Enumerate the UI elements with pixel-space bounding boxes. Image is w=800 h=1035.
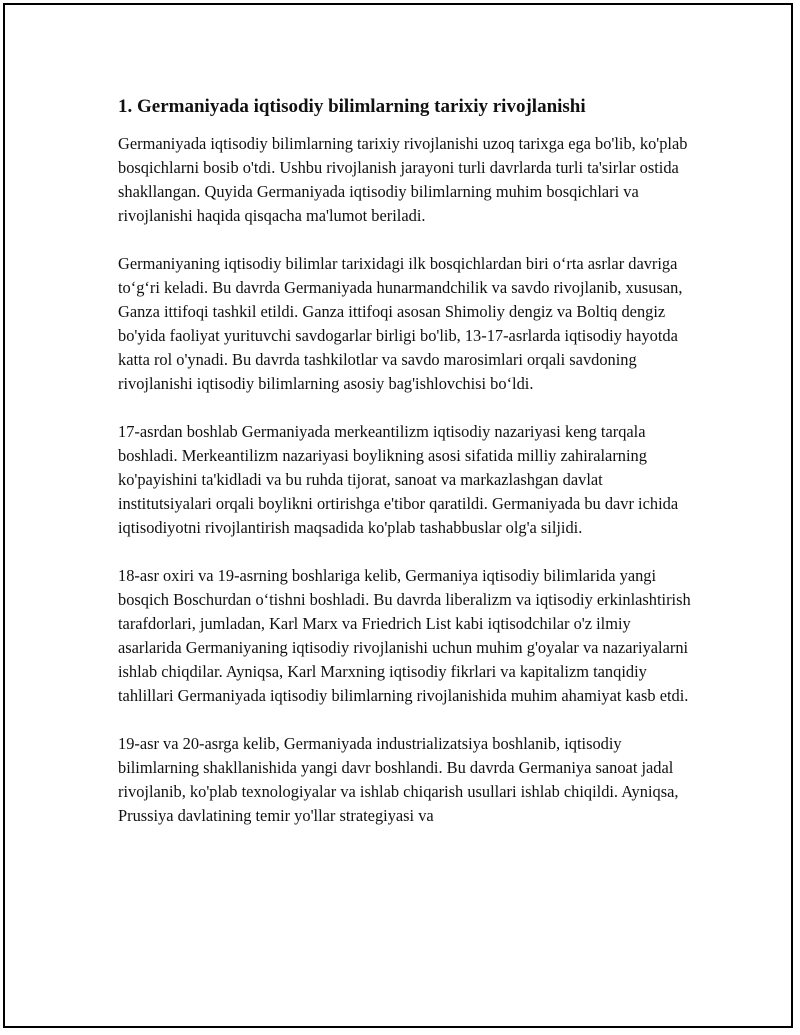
paragraph-mercantilism: 17-asrdan boshlab Germaniyada merkeantilizm iqtisodiy nazariyasi keng tarqala boshladi. Merkeantilizm nazariyasi boylikning asosi sifatida milliy zahiralarning ko'payishini ta'kidladi va bu ruhda tijorat, sanoat va markazlashgan davlat institutsiyalari orqali boylikni ortirishga e'tibor qaratildi. Germaniyada bu davr ichida iqtisodiyotni rivojlantirish maqsadida ko'plab tashabbuslar olg'a siljidi. [118,422,679,537]
paragraph-industrialization: 19-asr va 20-asrga kelib, Germaniyada industrializatsiya boshlanib, iqtisodiy bilimlarning shakllanishida yangi davr boshlandi. Bu davrda Germaniya sanoat jadal rivojlanib, ko'plab texnologiyalar va ishlab chiqarish usullari ishlab chiqildi. Ayniqsa, Prussiya davlatining temir yo'llar strategiyasi va [118,734,679,825]
paragraph-intro: Germaniyada iqtisodiy bilimlarning tarixiy rivojlanishi uzoq tarixga ega bo'lib, ko'plab bosqichlarni bosib o'tdi. Ushbu rivojlanish jarayoni turli davrlarda turli ta'sirlar ostida shakllangan. Quyida Germaniyada iqtisodiy bilimlarning muhim bosqichlari va rivojlanishi haqida qisqacha ma'lumot beriladi. [118,134,688,225]
paragraph-middle-ages: Germaniyaning iqtisodiy bilimlar tarixidagi ilk bosqichlardan biri o‘rta asrlar davriga to‘g‘ri keladi. Bu davrda Germaniyada hunarmandchilik va savdo rivojlanib, xususan, Ganza ittifoqi tashkil etildi. Ganza ittifoqi asosan Shimoliy dengiz va Boltiq dengiz bo'yida faoliyat yurituvchi savdogarlar birligi bo'lib, 13-17-asrlarda iqtisodiy hayotda katta rol o'ynadi. Bu davrda tashkilotlar va savdo marosimlari orqali savdoning rivojlanishi iqtisodiy bilimlarning asosiy bag'ishlovchisi bo‘ldi. [118,254,683,393]
document-body [118,94,698,852]
paragraph-liberalism: 18-asr oxiri va 19-asrning boshlariga kelib, Germaniya iqtisodiy bilimlarida yangi bosqich Boschurdan o‘tishni boshladi. Bu davrda liberalizm va iqtisodiy erkinlashtirish tarafdorlari, jumladan, Karl Marx va Friedrich List kabi iqtisodchilar o'z ilmiy asarlarida Germaniyaning iqtisodiy rivojlanishi uchun muhim g'oyalar va nazariyalarni ishlab chiqdilar. Ayniqsa, Karl Marxning iqtisodiy fikrlari va kapitalizm tanqidiy tahlillari Germaniyada iqtisodiy bilimlarning rivojlanishida muhim ahamiyat kasb etdi. [118,566,691,705]
section-heading: 1. Germaniyada iqtisodiy bilimlarning tarixiy rivojlanishi [118,96,586,117]
